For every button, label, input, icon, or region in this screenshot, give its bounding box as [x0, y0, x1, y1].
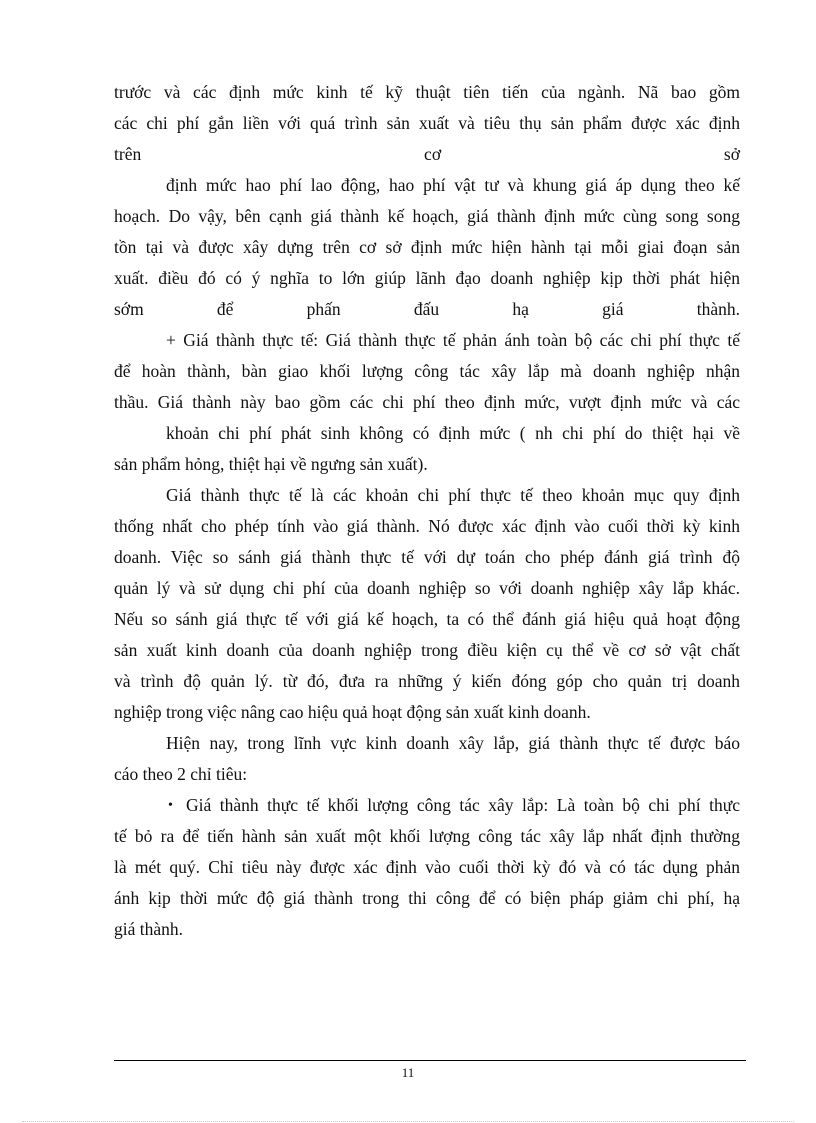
text-line: trên cơ sở — [114, 144, 740, 164]
text-line: quản lý và sử dụng chi phí của doanh nghiệp so với doanh nghiệp xây lắp khác. — [114, 578, 740, 598]
text-line: giá thành. — [114, 919, 184, 939]
text-line: thống nhất cho phép tính vào giá thành. Nó được xác định vào cuối thời kỳ kinh — [114, 516, 740, 536]
bullet-item — [114, 790, 740, 821]
text-line: Giá thành thực tế khối lượng công tác xây lắp: Là toàn bộ chi phí thực — [186, 795, 740, 815]
page-edge-divider — [22, 1121, 794, 1122]
text-line: cáo theo 2 chỉ tiêu: — [114, 764, 248, 784]
text-line: Giá thành thực tế là các khoản chi phí thực tế theo khoản mục quy định — [166, 485, 740, 505]
text-line: Hiện nay, trong lĩnh vực kinh doanh xây lắp, giá thành thực tế được báo — [166, 733, 740, 753]
text-line: hoạch. Do vậy, bên cạnh giá thành kế hoạch, giá thành định mức cùng song song — [114, 206, 740, 226]
bullet-icon: • — [168, 798, 173, 813]
text-line: sản phẩm hỏng, thiệt hại về ngưng sản xuất). — [114, 454, 428, 474]
text-line: sản xuất kinh doanh của doanh nghiệp trong điều kiện cụ thể về cơ sở vật chất — [114, 640, 740, 660]
footer-divider — [114, 1060, 746, 1061]
text-line: các chi phí gắn liền với quá trình sản xuất và tiêu thụ sản phẩm được xác định — [114, 113, 740, 133]
text-line: và trình độ quản lý. từ đó, đưa ra những ý kiến đóng góp cho quản trị doanh — [114, 671, 740, 691]
text-line: + Giá thành thực tế: Giá thành thực tế phản ánh toàn bộ các chi phí thực tế — [166, 330, 740, 350]
text-line: định mức hao phí lao động, hao phí vật tư và khung giá áp dụng theo kế — [166, 175, 740, 195]
text-line: khoản chi phí phát sinh không có định mức ( nh chi phí do thiệt hại về — [166, 423, 740, 443]
text-line: ánh kịp thời mức độ giá thành trong thi công để có biện pháp giảm chi phí, hạ — [114, 888, 740, 908]
text-line: thầu. Giá thành này bao gồm các chi phí theo định mức, vượt định mức và các — [114, 392, 740, 412]
page-number: 11 — [401, 1065, 415, 1080]
text-line: tồn tại và được xây dựng trên cơ sở định mức hiện hành tại mỗi giai đoạn sản — [114, 237, 740, 257]
text-line: tế bỏ ra để tiến hành sản xuất một khối lượng công tác xây lắp nhất định thường — [114, 826, 740, 846]
text-line: nghiệp trong việc nâng cao hiệu quả hoạt động sản xuất kinh doanh. — [114, 702, 591, 722]
text-line: xuất. điều đó có ý nghĩa to lớn giúp lãnh đạo doanh nghiệp kịp thời phát hiện — [114, 268, 740, 288]
text-line: để hoàn thành, bàn giao khối lượng công tác xây lắp mà doanh nghiệp nhận — [114, 361, 740, 381]
text-line: trước và các định mức kinh tế kỹ thuật tiên tiến của ngành. Nã bao gồm — [114, 82, 740, 102]
text-line: là mét quý. Chỉ tiêu này được xác định vào cuối thời kỳ đó và có tác dụng phản — [114, 857, 740, 877]
page-body — [114, 77, 740, 945]
text-line: doanh. Việc so sánh giá thành thực tế với dự toán cho phép đánh giá trình độ — [114, 547, 740, 567]
text-line: sớm để phấn đấu hạ giá thành. — [114, 299, 740, 319]
text-line: Nếu so sánh giá thực tế với giá kế hoạch, ta có thể đánh giá hiệu quả hoạt động — [114, 609, 740, 629]
